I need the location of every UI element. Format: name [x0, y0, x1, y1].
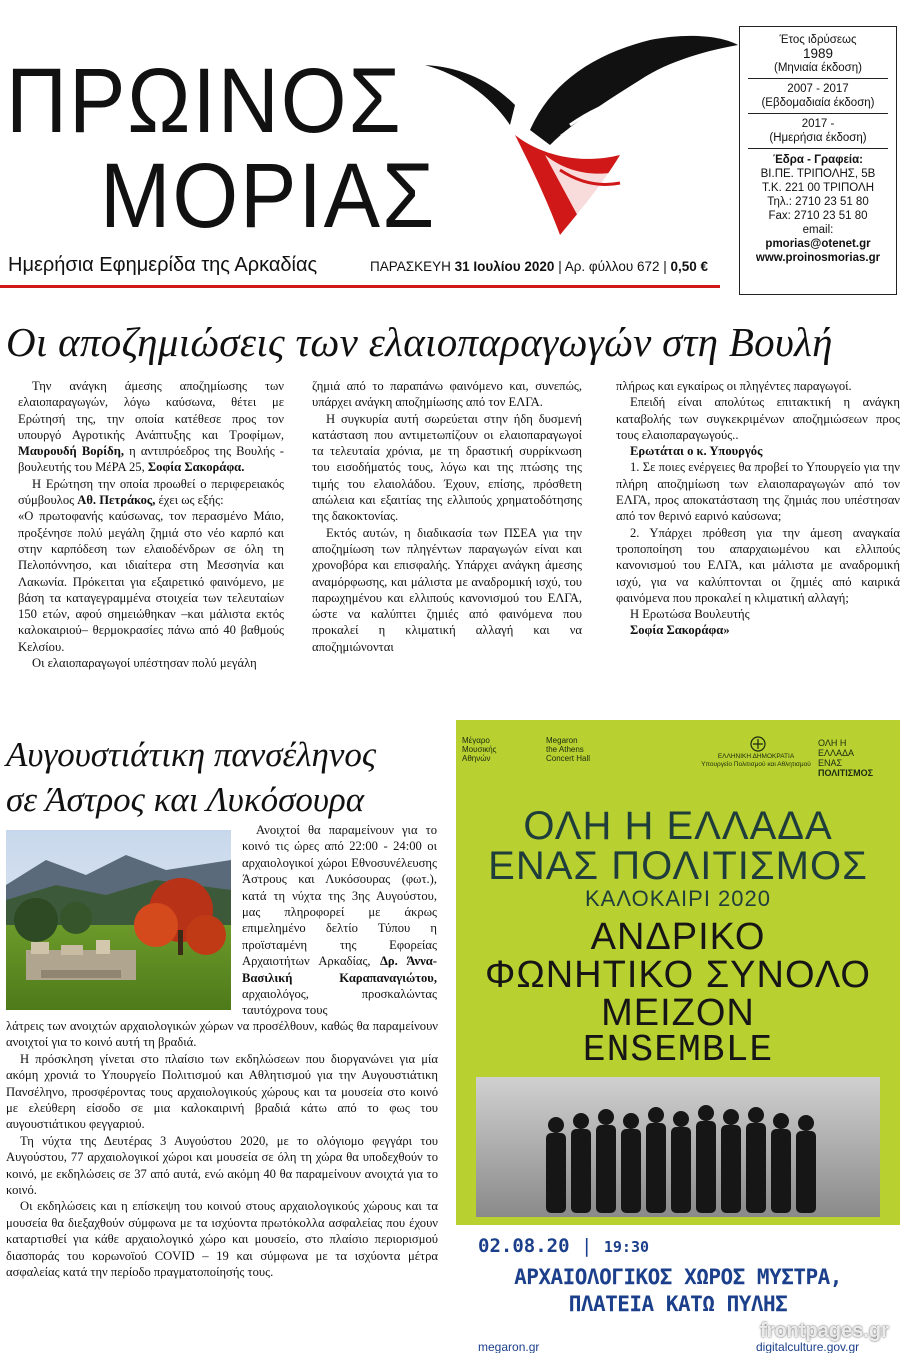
watermark: frontpages.gr: [760, 1320, 889, 1342]
article2-body: [6, 1018, 438, 1281]
info-divider: [748, 78, 888, 79]
text-bold: Δρ. Άννα-Βασιλική Καραπαναγιώτου,: [242, 954, 438, 985]
logo-line: Αθηνών: [462, 754, 491, 763]
culture-website-link[interactable]: digitalculture.gov.gr: [756, 1340, 860, 1353]
ensemble-name-line3: ΜΕΙΖΟΝ: [601, 992, 755, 1034]
founded-year: 1989: [802, 46, 834, 61]
megaron-logo-greek: [462, 736, 497, 763]
article2-intro: [242, 822, 437, 1019]
issue-line: [370, 259, 708, 274]
paragraph: ζημιά από το παραπάνω φαινόμενο και, συνεπώς, υπάρχει ανάγκη αποζημίωσης από τον ΕΛΓΑ.: [312, 379, 582, 410]
address-line2: Τ.Κ. 221 00 ΤΡΙΠΟΛΗ: [761, 182, 875, 194]
paragraph: 2. Υπάρχει πρόθεση για την άμεση αναγκαία τροποποίηση του απαρχαιωμένου και ελλιπούς κανονισμού του ΕΛΓΑ, και μάλιστα με αναδρομική ισχύ, για να καλύπτονται οι ζημιές από καιρικά φαινόμενα που προκαλεί η κλιματική αλλαγή;: [616, 525, 900, 605]
masthead-title-line1: ΠΡΩΙΝΟΣ: [6, 50, 403, 152]
logo-line: Megaron: [546, 736, 578, 745]
fax: Fax: 2710 23 51 80: [768, 210, 868, 222]
logo-line: Concert Hall: [546, 754, 591, 763]
event-datetime: 02.08.20 | 19:30: [478, 1235, 650, 1257]
paragraph: Η πρόσκληση γίνεται στο πλαίσιο των εκδηλώσεων που διοργανώνει για μία ακόμη χρονιά το Υπουργείο Πολιτισμού και Αθλητισμού για την Αυγουστιάτικη Πανσέληνο, προσφέροντας τους αρχαιολογικούς χώρους και τα μουσεία στο κοινό με ελεύθερη είσοδο σε μια καλοκαιρινή βραδιά κάτω από το φως του αυγουστιάτικου φεγγαριού.: [6, 1051, 438, 1132]
campaign-title-line2: ΕΝΑΣ ΠΟΛΙΤΙΣΜΟΣ: [488, 844, 868, 888]
paragraph: Η συγκυρία αυτή σωρεύεται στην ήδη δυσμενή κατάσταση που αντιμετωπίζουν οι ελαιοπαραγωγοί τα τελευταία χρόνια, με τη δραστική συρρίκνωση του εισοδήματός τους, λόγω και της πτώσης της τιμής του ελαιολάδου. Έχουν, επίσης, πρόσθετη απώλεια και εξαιτίας της ελλιπούς χρηματοδότησης της δακοκτονίας.: [312, 411, 582, 524]
badge-line: ΟΛΗ Η: [818, 738, 847, 748]
badge-line: ΠΟΛΙΤΙΣΜΟΣ: [818, 768, 874, 778]
article1-column2: [312, 378, 582, 655]
website-link[interactable]: www.proinosmorias.gr: [755, 252, 881, 264]
paragraph: λάτρεις των ανοιχτών αρχαιολογικών χώρων να προσέλθουν, καθώς θα παραμείνουν ανοιχτοί για το κοινό αυτή τη βραδιά.: [6, 1019, 438, 1050]
ensemble-group-photo: [476, 1077, 880, 1217]
text: έχει ως εξής:: [155, 493, 224, 508]
greek-emblem-icon: [750, 736, 766, 752]
daily-years: 2017 -: [801, 118, 835, 130]
paragraph: Τη νύχτα της Δευτέρας 3 Αυγούστου 2020, με το ολόγιομο φεγγάρι του Αυγούστου, 77 αρχαιολογικοί χώροι και μουσεία σε όλη τη χώρα θα υποδεχθούν το κοινό, με εκδηλώσεις σε 37 από αυτά, ενώ ακόμη 40 θα παραμείνουν ανοιχτά για το κοινό.: [6, 1133, 438, 1198]
ministry-caption: [696, 753, 816, 768]
ensemble-name-line2: ΦΩΝΗΤΙΚΟ ΣΥΝΟΛΟ: [485, 954, 871, 996]
logo-line: Μέγαρο: [462, 736, 490, 745]
issue-day: ΠΑΡΑΣΚΕΥΗ: [370, 259, 451, 274]
ensemble-name-line1: ΑΝΔΡΙΚΟ: [590, 916, 766, 958]
paragraph: 1. Σε ποιες ενέργειες θα προβεί το Υπουργείο για την πλήρη αποζημίωση των ελαιοπαραγωγών από τον ΕΛΓΑ, προς αποκατάσταση της ζημιάς που υπέστησαν από τον θερινό εαρινό καύσωνα;: [616, 460, 900, 524]
email-label: email:: [802, 224, 834, 236]
paragraph: «Ο πρωτοφανής καύσωνας, τον περασμένο Μάιο, προξένησε πολύ μεγάλη ζημιά στο νέο καρπό και στην καρπόδεση των ελαιοδένδρων σε όλη τη Πελοπόννησο, και ιδιαίτερα στη Μεσσηνία και Λακωνία. Πρόκειται για εξαιρετικό φαινόμενο, με βάση τα καταγεγραμμένα στοιχεία των τελευταίων 150 ετών, αφού σημειώθηκαν –και μάλιστα εκτός καλοκαιριού– θερμοκρασίες πάνω από 40 βαθμούς Κελσίου.: [18, 509, 284, 654]
text: Ανοιχτοί θα παραμείνουν για το κοινό τις ώρες από 22:00 - 24:00 οι αρχαιολογικοί χώροι Εθνοσυνέλευσης Άστρους και Λυκόσουρας (φωτ.), κατά τη νύχτα της 3ης Αυγούστου, μας πληροφορεί με άκρως επιμελημένο δελτίο Τύπου η προϊσταμένη της Εφορείας Αρχαιοτήτων Αρκαδίας,: [242, 823, 437, 969]
article1-headline[interactable]: Οι αποζημιώσεις των ελαιοπαραγωγών στη Βουλή: [6, 319, 833, 365]
publication-info-box: [739, 26, 897, 295]
dove-logo-icon: [420, 5, 740, 255]
masthead-divider: [0, 285, 720, 288]
event-venue-line1: ΑΡΧΑΙΟΛΟΓΙΚΟΣ ΧΩΡΟΣ ΜΥΣΤΡΑ,: [514, 1265, 842, 1289]
issue-date: 31 Ιουλίου 2020: [454, 259, 555, 274]
article1-column1: [18, 378, 284, 671]
info-divider: [748, 113, 888, 114]
text-bold: Μαυρουδή Βορίδη,: [18, 444, 125, 459]
paragraph: Η Ερωτώσα Βουλευτής: [630, 607, 750, 622]
daily-note: (Ημερήσια έκδοση): [769, 132, 867, 144]
article2-headline[interactable]: [6, 732, 446, 822]
megaron-website-link[interactable]: megaron.gr: [478, 1340, 540, 1353]
masthead-subtitle: Ημερήσια Εφημερίδα της Αρκαδίας: [8, 254, 318, 276]
weekly-note: (Εβδομαδιαία έκδοση): [761, 97, 875, 109]
paragraph: Οι ελαιοπαραγωγοί υπέστησαν πολύ μεγάλη: [32, 656, 257, 671]
office-label: Έδρα - Γραφεία:: [772, 154, 864, 166]
logo-line: Μουσικής: [462, 745, 497, 754]
headline-line: Αυγουστιάτικη πανσέληνος: [6, 735, 377, 774]
ministry-line: ΕΛΛΗΝΙΚΗ ΔΗΜΟΚΡΑΤΙΑ: [717, 753, 795, 760]
email-link[interactable]: pmorias@otenet.gr: [765, 238, 871, 250]
event-date: 02.08.20: [478, 1235, 570, 1257]
logo-line: the Athens: [546, 745, 584, 754]
info-divider: [748, 148, 888, 149]
headline-line: σε Άστρος και Λυκόσουρα: [6, 780, 365, 819]
issue-price: 0,50 €: [670, 259, 709, 274]
paragraph: Επειδή είναι απολύτως επιτακτική η ανάγκη καταβολής των συγκεκριμένων αποζημιώσεων προς τους ελαιοπαραγωγούς..: [616, 395, 900, 442]
ensemble-name-line4: ENSEMBLE: [582, 1029, 774, 1072]
event-venue-line2: ΠΛΑΤΕΙΑ ΚΑΤΩ ΠΥΛΗΣ: [568, 1292, 788, 1316]
masthead-title-line2: ΜΟΡΙΑΣ: [100, 145, 437, 247]
paragraph: Οι εκδηλώσεις και η επίσκεψη του κοινού στους αρχαιολογικούς χώρους και τα μουσεία θα διεξαχθούν σύμφωνα με τα ισχύοντα πρωτόκολλα ασφαλείας που έχουν καταρτισθεί για κάθε αρχαιολογικό χώρο και μουσείο, στο πλαίσιο περιορισμού διασποράς του κορωνοϊού COVID – 19 και σύμφωνα με τα ισχύοντα μέτρα ασφαλείας κατά την περίοδο πραγματοποίησής τους.: [6, 1199, 438, 1280]
event-time: 19:30: [603, 1238, 650, 1256]
question-heading: Ερωτάται ο κ. Υπουργός: [630, 444, 763, 459]
ministry-line: Υπουργείο Πολιτισμού και Αθλητισμού: [701, 760, 811, 768]
address-line1: ΒΙ.ΠΕ. ΤΡΙΠΟΛΗΣ, 5Β: [760, 168, 876, 180]
founded-note: (Μηνιαία έκδοση): [773, 62, 862, 74]
badge-line: ΕΝΑΣ: [818, 758, 843, 768]
badge-line: ΕΛΛΑΔΑ: [818, 748, 855, 758]
weekly-years: 2007 - 2017: [787, 83, 849, 95]
text: αρχαιολόγος, προσκαλώντας ταυτόχρονα τους: [242, 987, 437, 1018]
paragraph: πλήρως και εγκαίρως οι πληγέντες παραγωγοί.: [616, 379, 852, 393]
text: Η Ερώτηση την οποία προωθεί ο περιφερειακός σύμβουλος: [18, 476, 284, 508]
concert-advertisement[interactable]: [456, 720, 900, 1353]
campaign-season: ΚΑΛΟΚΑΙΡΙ 2020: [585, 886, 771, 911]
article1-column3: [616, 378, 900, 639]
text: η αντιπρόεδρος της Βουλής - βουλευτής του ΜέΡΑ 25,: [18, 444, 284, 475]
campaign-badge: [818, 738, 873, 778]
text-bold: Αθ. Πετράκος,: [77, 493, 156, 508]
signature-name: Σοφία Σακοράφα»: [630, 623, 730, 638]
megaron-logo-english: [546, 736, 590, 763]
paragraph: Εκτός αυτών, η διαδικασία των ΠΣΕΑ για την αποζημίωση των πληγέντων παραγωγών είναι και χρονοβόρα και επισφαλής. Υπάρχει ανάγκη άμεσης αναμόρφωσης, και μάλιστα με αναδρομική ισχύ, του παρωχημένου και ελλιπούς κανονισμού του ΕΛΓΑ, ώστε να καλύπτει ζημιές από φαινόμενα που προκαλεί η κλιματική αλλαγή και να αποζημιώνονται: [312, 525, 582, 654]
founded-label: Έτος ιδρύσεως: [779, 34, 857, 46]
text-bold: Σοφία Σακοράφα.: [147, 460, 245, 475]
campaign-title-line1: ΟΛΗ Η ΕΛΛΑΔΑ: [523, 804, 833, 848]
phone: Τηλ.: 2710 23 51 80: [767, 196, 869, 208]
text: Την ανάγκη άμεσης αποζημίωσης των ελαιοπαραγωγών, λόγω καύσωνα, θέτει με Ερώτησή της, την οποία κατέθεσε προς τον υπουργό Αγροτικής Ανάπτυξης και Τροφίμων,: [18, 379, 284, 442]
issue-sheet: | Αρ. φύλλου 672 |: [558, 259, 667, 274]
archaeological-site-photo: [6, 830, 231, 1010]
